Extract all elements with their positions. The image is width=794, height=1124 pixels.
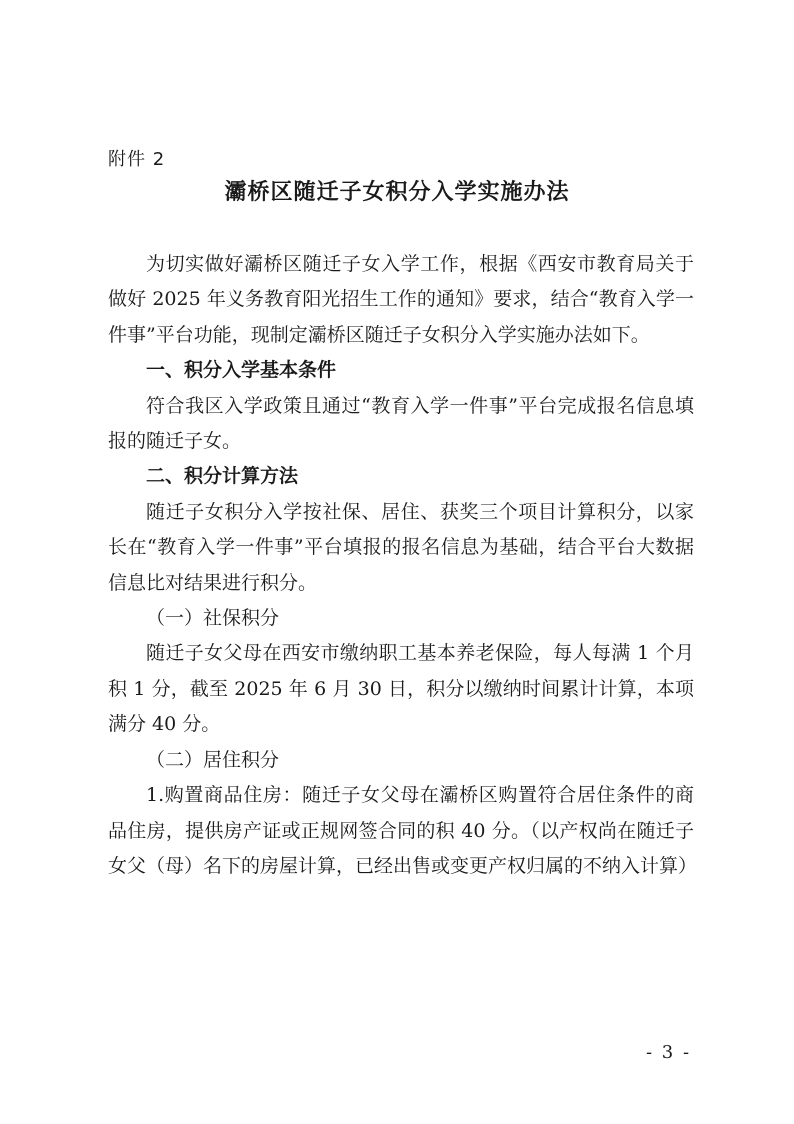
section-2-paragraph: 随迁子女积分入学按社保、居住、获奖三个项目计算积分，以家长在“教育入学一件事”平台填报的报名信息为基础，结合平台大数据信息比对结果进行积分。 bbox=[108, 500, 694, 594]
annex-label: 附件 2 bbox=[108, 149, 166, 170]
subsection-1-paragraph: 随迁子女父母在西安市缴纳职工基本养老保险，每人每满 1 个月积 1 分，截至 2025 年 6 月 30 日，积分以缴纳时间累计计算，本项满分 40 分。 bbox=[108, 642, 694, 736]
section-1-heading: 一、积分入学基本条件 bbox=[146, 359, 337, 382]
document-title: 灞桥区随迁子女积分入学实施办法 bbox=[224, 180, 570, 205]
page-number: - 3 - bbox=[646, 1042, 692, 1063]
subsection-1-heading: （一）社保积分 bbox=[146, 607, 280, 630]
section-1-paragraph: 符合我区入学政策且通过“教育入学一件事”平台完成报名信息填报的随迁子女。 bbox=[108, 394, 694, 453]
subsection-2-item-1: 1.购置商品住房：随迁子女父母在灞桥区购置符合居住条件的商品住房，提供房产证或正规网签合同的积 40 分。（以产权尚在随迁子女父（母）名下的房屋计算，已经出售或变更产权归属的不纳入计算） bbox=[108, 784, 698, 877]
section-2-heading: 二、积分计算方法 bbox=[146, 465, 299, 488]
intro-paragraph: 为切实做好灞桥区随迁子女入学工作，根据《西安市教育局关于做好 2025 年义务教育阳光招生工作的通知》要求，结合“教育入学一件事”平台功能，现制定灞桥区随迁子女积分入学实施办法如下。 bbox=[108, 253, 694, 346]
document-body bbox=[108, 247, 698, 884]
subsection-2-heading: （二）居住积分 bbox=[146, 748, 280, 771]
